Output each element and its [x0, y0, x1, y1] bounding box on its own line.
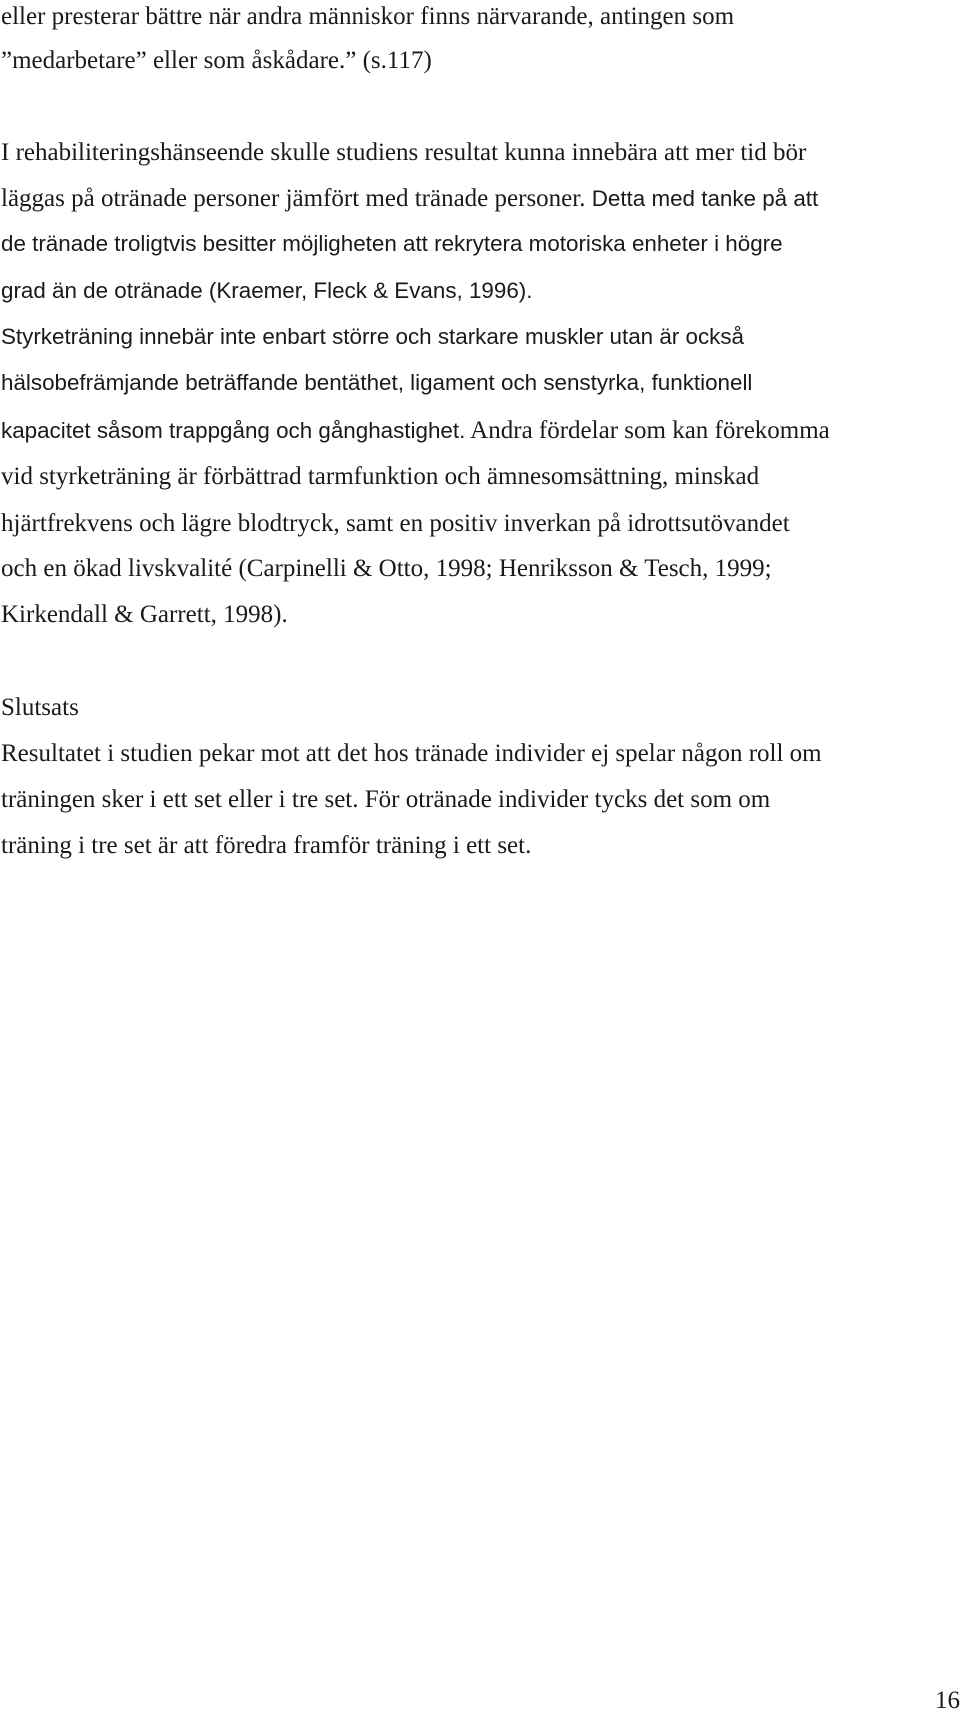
- paragraph-line-3: de tränade troligtvis besitter möjligheten att rekrytera motoriska enheter i högre: [1, 231, 783, 256]
- paragraph-line-5: Styrketräning innebär inte enbart större och starkare muskler utan är också: [1, 324, 744, 349]
- paragraph-line-7-sans: kapacitet såsom trappgång och gånghastighet.: [1, 418, 466, 443]
- quote-line-1: eller presterar bättre när andra människor finns närvarande, antingen som: [1, 3, 735, 30]
- page-number: 16: [935, 1687, 960, 1714]
- paragraph-line-10: och en ökad livskvalité (Carpinelli & Otto, 1998; Henriksson & Tesch, 1999;: [1, 555, 772, 582]
- section-heading: Slutsats: [1, 694, 79, 721]
- paragraph-line-2: [1, 186, 818, 211]
- paragraph-line-9: hjärtfrekvens och lägre blodtryck, samt en positiv inverkan på idrottsutövandet: [1, 510, 790, 537]
- conclusion-line-2: träningen sker i ett set eller i tre set. För otränade individer tycks det som om: [1, 786, 771, 813]
- quote-line-2: ”medarbetare” eller som åskådare.” (s.117): [1, 47, 432, 74]
- paragraph-line-7: [1, 418, 830, 443]
- paragraph-line-1: I rehabiliteringshänseende skulle studiens resultat kunna innebära att mer tid bör: [1, 139, 807, 166]
- paragraph-line-11: Kirkendall & Garrett, 1998).: [1, 601, 288, 628]
- paragraph-line-2-sans: Detta med tanke på att: [585, 186, 819, 211]
- conclusion-line-3: träning i tre set är att föredra framför träning i ett set.: [1, 832, 532, 859]
- paragraph-line-8: vid styrketräning är förbättrad tarmfunktion och ämnesomsättning, minskad: [1, 463, 760, 490]
- paragraph-line-2-serif: läggas på otränade personer jämfört med tränade personer.: [1, 185, 586, 212]
- paragraph-line-7-serif: Andra fördelar som kan förekomma: [465, 417, 830, 444]
- conclusion-line-1: Resultatet i studien pekar mot att det hos tränade individer ej spelar någon roll om: [1, 740, 822, 767]
- paragraph-line-4: grad än de otränade (Kraemer, Fleck & Evans, 1996).: [1, 278, 533, 303]
- paragraph-line-6: hälsobefrämjande beträffande bentäthet, ligament och senstyrka, funktionell: [1, 370, 753, 395]
